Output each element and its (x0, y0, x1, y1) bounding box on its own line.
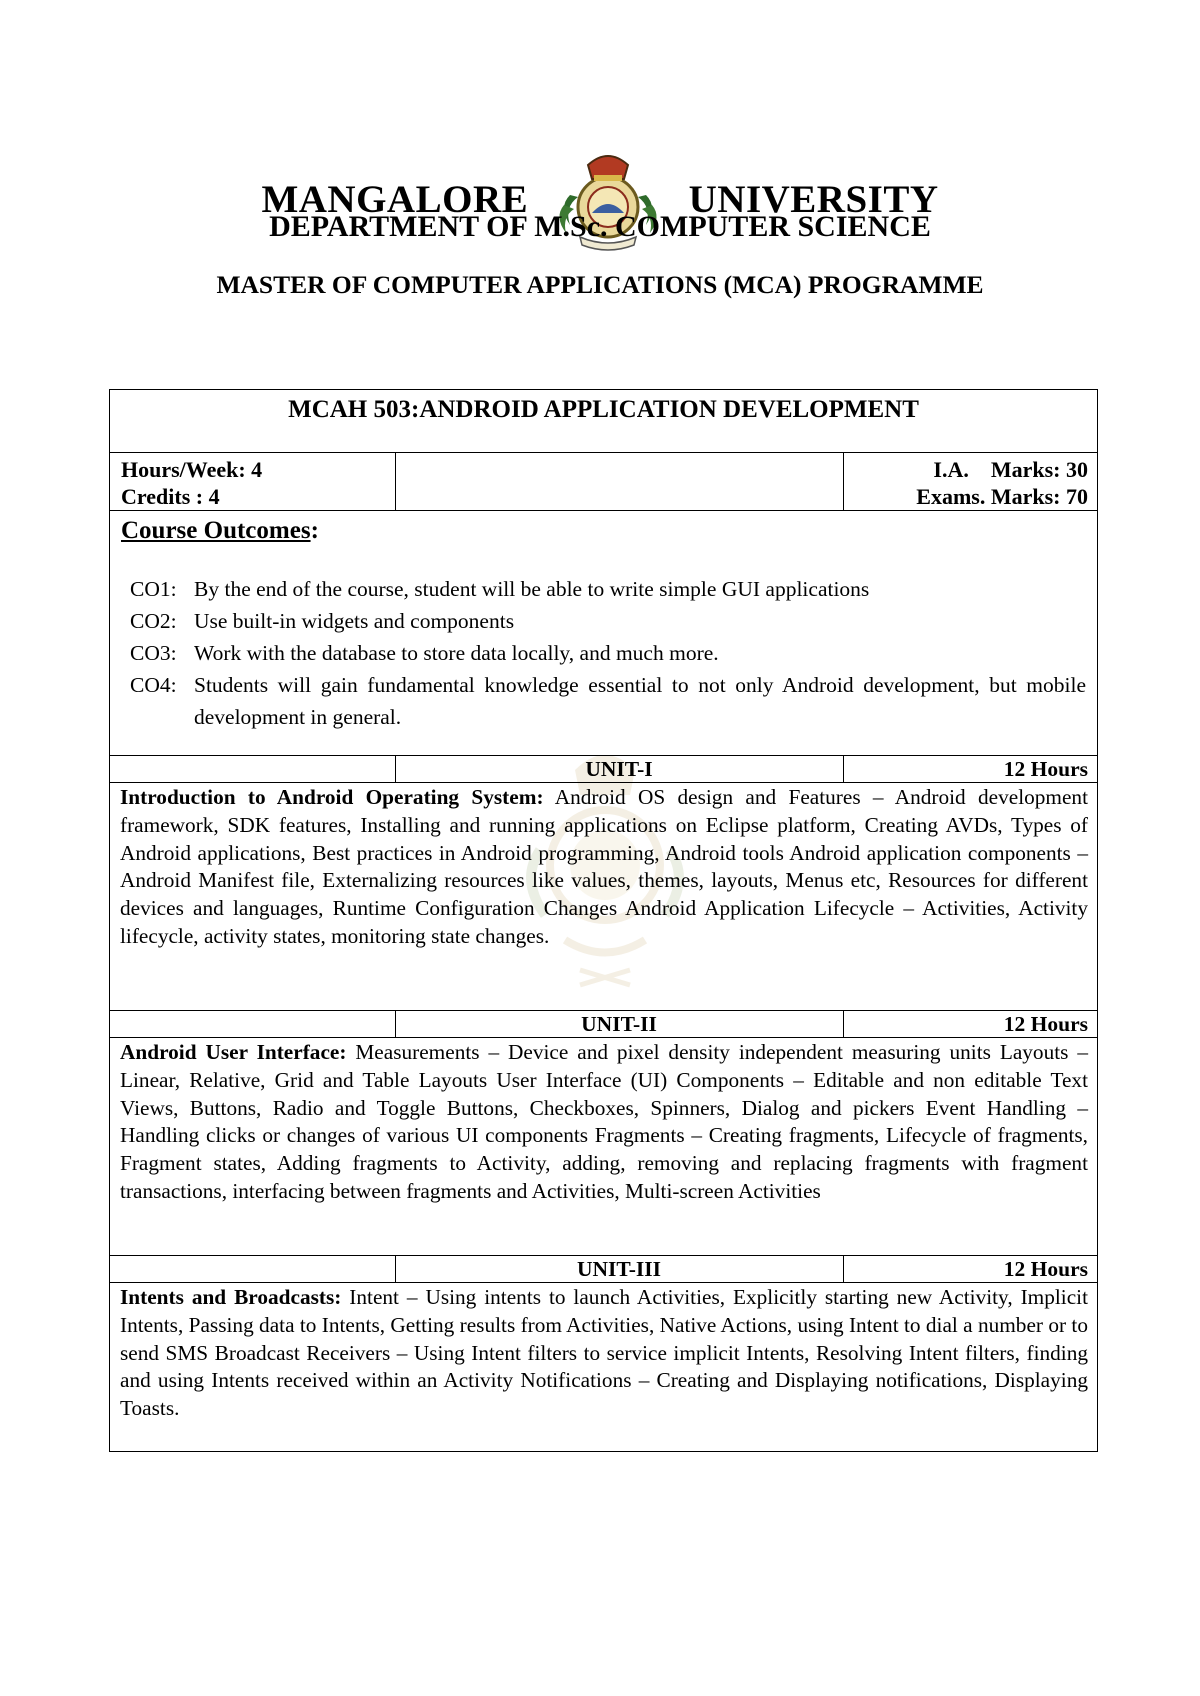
table-rule (109, 782, 1098, 783)
outcome-code: CO1: (130, 577, 177, 601)
programme-title: MASTER OF COMPUTER APPLICATIONS (MCA) PROGRAMME (216, 270, 984, 299)
unit-1-label: UNIT-I (585, 757, 653, 781)
ia-marks (843, 456, 1088, 484)
university-name-right: UNIVERSITY (688, 177, 939, 221)
hours-per-week: Hours/Week: 4 (121, 457, 263, 482)
ia-marks-value: Marks: 30 (990, 457, 1088, 482)
department-title: DEPARTMENT OF M.Sc. COMPUTER SCIENCE (269, 210, 931, 243)
outcome-text: By the end of the course, student will be able to write simple GUI applications (194, 577, 870, 601)
outcome-code: CO2: (130, 609, 177, 633)
unit-3-label: UNIT-III (576, 1257, 662, 1281)
course-outcomes-heading-text: Course Outcomes (121, 517, 311, 544)
outcome-code: CO4: (130, 673, 177, 697)
unit-3-content (120, 1284, 1088, 1423)
table-rule (109, 1010, 1098, 1011)
table-rule (109, 1282, 1098, 1283)
table-rule (109, 452, 1098, 453)
outcome-text: Use built-in widgets and components (194, 609, 515, 633)
outcome-code: CO3: (130, 641, 177, 665)
unit-1-content (120, 784, 1088, 951)
credits: Credits : 4 (121, 484, 220, 509)
table-divider (395, 452, 396, 510)
course-title: MCAH 503:ANDROID APPLICATION DEVELOPMENT (288, 396, 919, 423)
unit-2-label: UNIT-II (581, 1012, 657, 1036)
exam-marks: Exams. Marks: 70 (916, 484, 1088, 509)
unit-3-description: Intent – Using intents to launch Activities, Explicitly starting new Activity, Implicit Intents, Passing data to Intents, Getting results from Activities, Native Actions, using Intent to dial a number or to send SMS Broadcast Receivers – Using Intent filters to service implicit Intents, Resolving Intent filters, finding and using Intents received within an Activity Notifications – Creating and Displaying notifications, Displaying Toasts. (120, 1285, 1088, 1421)
unit-1-description: Android OS design and Features – Android development framework, SDK features, Installing and running applications on Eclipse platform, Creating AVDs, Types of Android applications, Best practices in Android programming, Android tools Android application components – Android Manifest file, Externalizing resources like values, themes, layouts, Menus etc, Resources for different devices and languages, Runtime Configuration Changes Android Application Lifecycle – Activities, Activity lifecycle, activity states, monitoring state changes. (120, 785, 1088, 948)
unit-2-topic: Android User Interface: (120, 1040, 347, 1064)
unit-2-content (120, 1039, 1088, 1206)
table-rule (109, 1037, 1098, 1038)
table-rule (109, 1255, 1098, 1256)
outcome-text: Work with the database to store data locally, and much more. (194, 641, 719, 665)
unit-2-description: Measurements – Device and pixel density independent measuring units Layouts – Linear, Relative, Grid and Table Layouts User Interface (UI) Components – Editable and non editable Text Views, Buttons, Radio and Toggle Buttons, Checkboxes, Spinners, Dialog and pickers Event Handling – Handling clicks or changes of various UI components Fragments – Creating fragments, Lifecycle of fragments, Fragment states, Adding fragments to Activity, adding, removing and replacing fragments with fragment transactions, interfacing between fragments and Activities, Multi-screen Activities (120, 1040, 1088, 1203)
outcome-text: Students will gain fundamental knowledge essential to not only Android development, but mobile development in general. (194, 673, 1086, 729)
table-rule (109, 755, 1098, 756)
university-name-left: MANGALORE (261, 177, 529, 221)
unit-2-hours: 12 Hours (1003, 1012, 1088, 1036)
unit-1-topic: Introduction to Android Operating System: (120, 785, 544, 809)
unit-3-topic: Intents and Broadcasts: (120, 1285, 342, 1309)
course-outcomes-heading (121, 517, 319, 545)
unit-1-hours: 12 Hours (1003, 757, 1088, 781)
ia-marks-label: I.A. (933, 457, 969, 482)
course-outcomes-heading-colon: : (310, 517, 319, 544)
unit-3-hours: 12 Hours (1003, 1257, 1088, 1281)
